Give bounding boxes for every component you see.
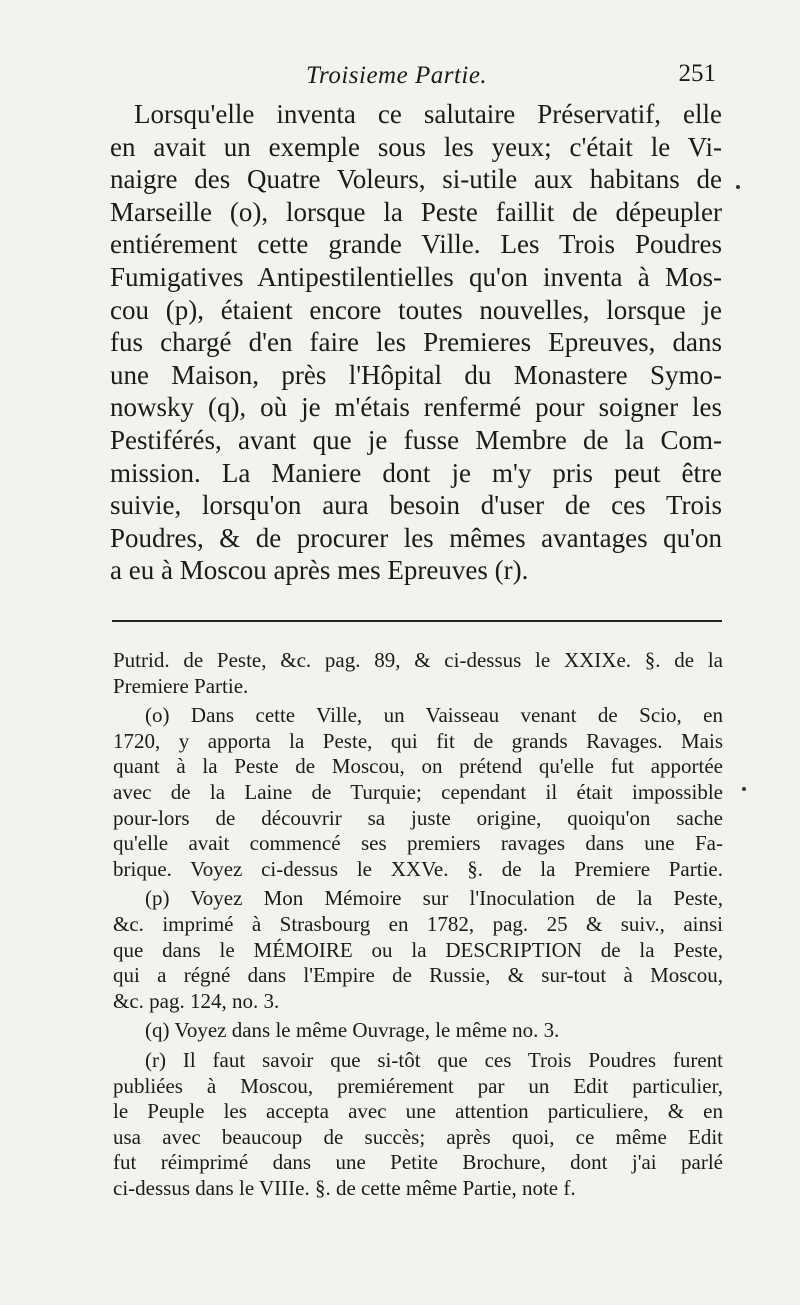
footnote-line: (q) Voyez dans le même Ouvrage, le même no. 3. (145, 1018, 560, 1043)
footnote-line: fut réimprimé dans une Petite Brochure, dont j'ai parlé (113, 1150, 723, 1175)
running-title: Troisieme Partie. (306, 62, 488, 89)
text-line: en avait un exemple sous les yeux; c'était le Vi- (110, 131, 722, 162)
text-line: Marseille (o), lorsque la Peste faillit de dépeupler (110, 196, 722, 227)
footnote-line: Putrid. de Peste, &c. pag. 89, & ci-dessus le XXIXe. §. de la (113, 648, 723, 672)
footnote-o (113, 703, 723, 882)
footnote-line: Premiere Partie. (113, 673, 249, 698)
footnote-line: (p) Voyez Mon Mémoire sur l'Inoculation de la Peste, (145, 886, 723, 911)
footnote-line: ci-dessus dans le VIIIe. §. de cette même Partie, note f. (113, 1175, 576, 1200)
footnote-line: &c. pag. 124, no. 3. (113, 988, 280, 1013)
text-line: entiérement cette grande Ville. Les Trois Poudres (110, 229, 722, 260)
text-line: nowsky (q), où je m'étais renfermé pour soigner les (110, 392, 722, 423)
footnote-p (113, 886, 723, 1014)
text-line: Lorsqu'elle inventa ce salutaire Préservatif, elle (134, 99, 722, 129)
footnote-separator-rule (112, 620, 722, 622)
footnote-line: qu'elle avait commencé ses premiers ravages dans une Fa- (113, 831, 723, 856)
footnote-q (113, 1018, 723, 1044)
footnote-continuation (113, 648, 723, 699)
margin-speck (742, 787, 746, 791)
text-line: une Maison, près l'Hôpital du Monastere Symo- (110, 359, 722, 390)
footnote-line: pour-lors de découvrir sa juste origine, quoiqu'on sache (113, 805, 723, 830)
page-header (110, 60, 716, 100)
text-line: suivie, lorsqu'on aura besoin d'user de ces Trois (110, 490, 722, 521)
footnote-line: (o) Dans cette Ville, un Vaisseau venant de Scio, en (145, 703, 723, 728)
text-line: mission. La Maniere dont je m'y pris peut être (110, 457, 722, 488)
footnote-line: (r) Il faut savoir que si-tôt que ces Trois Poudres furent (145, 1047, 723, 1072)
footnote-line: publiées à Moscou, premiérement par un Edit particulier, (113, 1073, 723, 1098)
text-line: cou (p), étaient encore toutes nouvelles, lorsque je (110, 294, 722, 325)
text-line: Fumigatives Antipestilentielles qu'on inventa à Mos- (110, 261, 722, 292)
text-line: Poudres, & de procurer les mêmes avantages qu'on (110, 522, 722, 553)
footnote-r (113, 1048, 723, 1202)
footnote-line: &c. imprimé à Strasbourg en 1782, pag. 25 & suiv., ainsi (113, 911, 723, 936)
main-paragraph (110, 98, 722, 587)
footnote-line: 1720, y apporta la Peste, qui fit de grands Ravages. Mais (113, 728, 723, 753)
footnote-line: quant à la Peste de Moscou, on prétend qu'elle fut apportée (113, 754, 723, 779)
text-line: naigre des Quatre Voleurs, si-utile aux habitans de (110, 164, 722, 195)
text-line: Pestiférés, avant que je fusse Membre de la Com- (110, 424, 722, 455)
footnote-line: avec de la Laine de Turquie; cependant il était impossible (113, 779, 723, 804)
footnote-line: usa avec beaucoup de succès; après quoi, ce même Edit (113, 1124, 723, 1149)
footnotes (113, 648, 723, 1201)
footnote-line: le Peuple les accepta avec une attention particuliere, & en (113, 1099, 723, 1124)
footnote-line: que dans le MÉMOIRE ou la DESCRIPTION de la Peste, (113, 937, 723, 962)
text-line: a eu à Moscou après mes Epreuves (r). (110, 555, 529, 586)
footnote-line: qui a régné dans l'Empire de Russie, & sur-tout à Moscou, (113, 963, 723, 988)
footnote-line: brique. Voyez ci-dessus le XXVe. §. de la Premiere Partie. (113, 856, 723, 881)
page-number: 251 (678, 60, 716, 87)
text-line: fus chargé d'en faire les Premieres Epreuves, dans (110, 327, 722, 358)
margin-speck (736, 185, 740, 189)
